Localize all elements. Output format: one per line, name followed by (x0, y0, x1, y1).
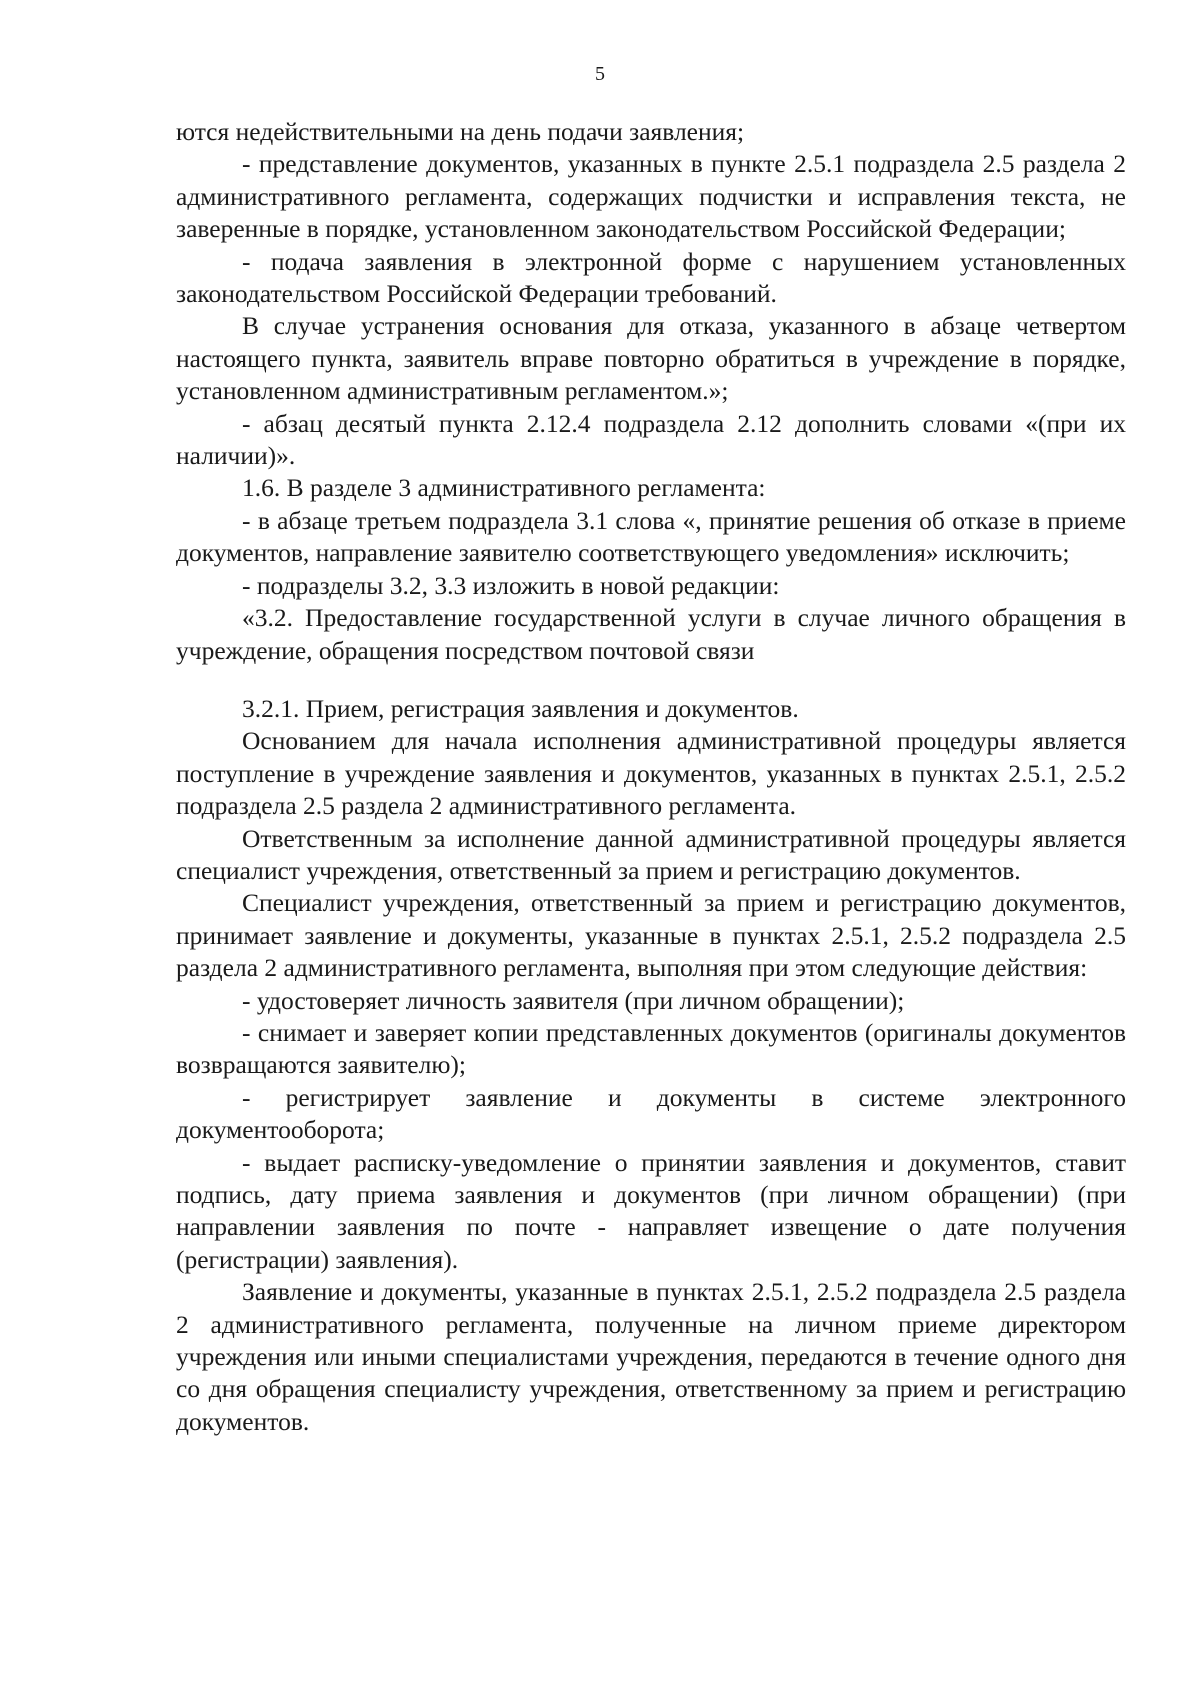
paragraph-continuation: ются недействительными на день подачи заявления; (176, 117, 745, 146)
list-item-documents-with-corrections: - представление документов, указанных в пункте 2.5.1 подраздела 2.5 раздела 2 административного регламента, содержащих подчистки и исправления текста, не заверенные в порядке, установленном законодательством Российской Федерации; (176, 149, 1126, 244)
list-item-electronic-form-violation: - подача заявления в электронной форме с нарушением установленных законодательством Российской Федерации требований. (176, 246, 1126, 309)
list-item-copy-documents: - снимает и заверяет копии представленных документов (оригиналы документов возвращаются заявителю); (176, 1017, 1126, 1080)
paragraph-specialist-actions: Специалист учреждения, ответственный за прием и регистрацию документов, принимает заявление и документы, указанные в пунктах 2.5.1, 2.5.2 подраздела 2.5 раздела 2 административного регламента, выполняя при этом следующие действия: (176, 888, 1126, 983)
paragraph-repeat-application: В случае устранения основания для отказа, указанного в абзаце четвертом настоящего пункта, заявитель вправе повторно обратиться в учреждение в порядке, установленном административным регламентом.»; (176, 311, 1126, 406)
list-item-new-edition-3-2-3-3: - подразделы 3.2, 3.3 изложить в новой редакции: (242, 570, 780, 600)
list-item-register-documents: - регистрирует заявление и документы в системе электронного документооборота; (176, 1082, 1126, 1145)
list-item-verify-identity: - удостоверяет личность заявителя (при личном обращении); (242, 985, 905, 1015)
section-heading-1-6: 1.6. В разделе 3 административного регламента: (242, 473, 766, 503)
list-item-amendment-2-12-4: - абзац десятый пункта 2.12.4 подраздела 2.12 дополнить словами «(при их наличии)». (176, 408, 1126, 471)
subsection-title-3-2: «3.2. Предоставление государственной услуги в случае личного обращения в учреждение, обращения посредством почтовой связи (176, 603, 1126, 665)
paragraph-procedure-basis: Основанием для начала исполнения административной процедуры является поступление в учреждение заявления и документов, указанных в пунктах 2.5.1, 2.5.2 подраздела 2.5 раздела 2 административного регламента. (176, 726, 1126, 821)
paragraph-responsible-person: Ответственным за исполнение данной административной процедуры является специалист учреждения, ответственный за прием и регистрацию документов. (176, 823, 1126, 885)
list-item-amendment-3-1: - в абзаце третьем подраздела 3.1 слова «, принятие решения об отказе в приеме документов, направление заявителю соответствующего уведомления» исключить; (176, 505, 1126, 568)
list-item-issue-receipt: - выдает расписку-уведомление о принятии заявления и документов, ставит подпись, дату приема заявления и документов (при личном обращении) (при направлении заявления по почте - направляет извещение о дате получения (регистрации) заявления). (176, 1147, 1126, 1274)
document-body (176, 116, 1126, 1438)
paragraph-transfer-documents: Заявление и документы, указанные в пунктах 2.5.1, 2.5.2 подраздела 2.5 раздела 2 административного регламента, полученные на личном приеме директором учреждения или иными специалистами учреждения, передаются в течение одного дня со дня обращения специалисту учреждения, ответственному за прием и регистрацию документов. (176, 1277, 1126, 1436)
subsection-heading-3-2-1: 3.2.1. Прием, регистрация заявления и документов. (242, 693, 799, 723)
page-number: 5 (595, 63, 605, 85)
